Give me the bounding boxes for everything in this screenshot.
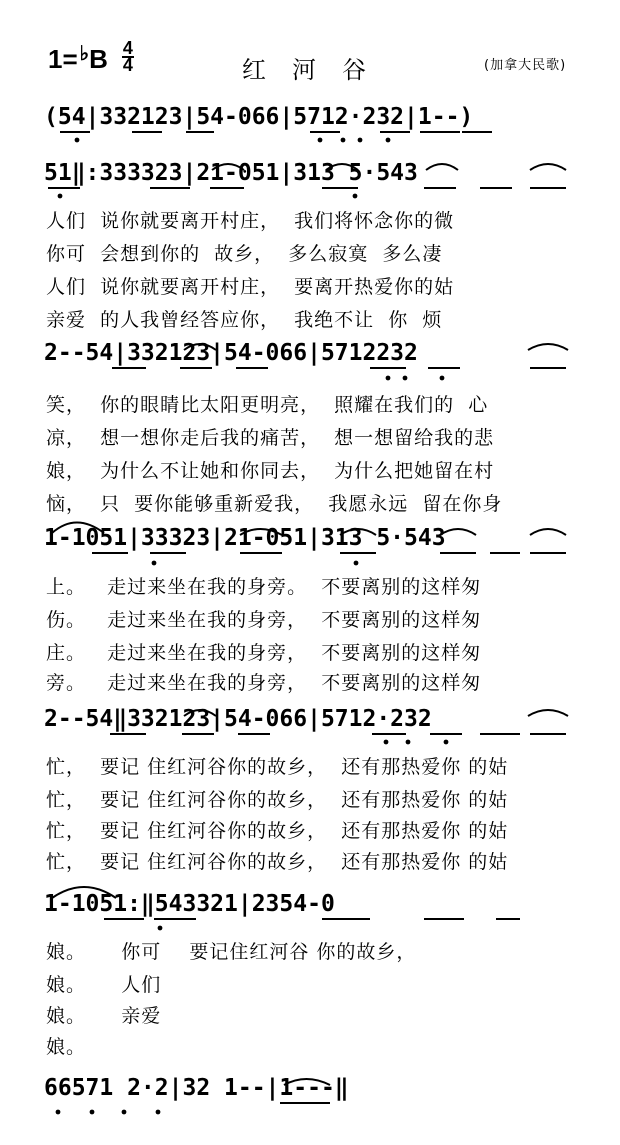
lyric-line: 旁。 走过来坐在我的身旁， 不要离别的这样匆 xyxy=(46,672,482,694)
staff-notes: 2--54‖332123|54-066|5712·232 xyxy=(44,706,432,732)
lyric-line: 忙， 要记 住红河谷你的故乡， 还有那热爱你 的姑 xyxy=(46,756,509,778)
staff-notes: 51‖:333323|21-051|313 5·543 xyxy=(44,160,418,186)
staff-row-4 xyxy=(44,525,576,563)
lyric-line: 忙， 要记 住红河谷你的故乡， 还有那热爱你 的姑 xyxy=(46,789,509,811)
lyric-line: 人们 说你就要离开村庄， 要离开热爱你的姑 xyxy=(46,276,455,298)
staff-row-1 xyxy=(44,104,576,142)
lyric-line: 凉， 想一想你走后我的痛苦， 想一想留给我的悲 xyxy=(46,427,495,449)
staff-notes: 1-1051|33323|21-051|313 5·543 xyxy=(44,525,446,551)
staff-notes: (54|332123|54-066|5712·232|1--) xyxy=(44,104,474,130)
staff-row-7 xyxy=(44,1075,576,1113)
lyric-line: 庄。 走过来坐在我的身旁， 不要离别的这样匆 xyxy=(46,642,482,664)
lyric-line: 人们 说你就要离开村庄， 我们将怀念你的微 xyxy=(46,210,455,232)
lyric-line: 笑， 你的眼睛比太阳更明亮， 照耀在我们的 心 xyxy=(46,394,489,416)
lyric-line: 娘， 为什么不让她和你同去， 为什么把她留在村 xyxy=(46,460,495,482)
staff-row-3 xyxy=(44,340,576,378)
key-label: 1= xyxy=(48,44,78,74)
time-top: 4 xyxy=(122,38,133,59)
staff-notes: 66571 2·2|32 1--|1---‖ xyxy=(44,1075,349,1101)
song-title: 红河谷 xyxy=(242,56,392,84)
lyric-line: 忙， 要记 住红河谷你的故乡， 还有那热爱你 的姑 xyxy=(46,820,509,842)
staff-row-2 xyxy=(44,160,576,198)
lyric-line: 娘。 亲爱 xyxy=(46,1005,162,1027)
key-signature xyxy=(48,38,134,77)
lyric-line: 娘。 xyxy=(46,1036,87,1058)
key-note: B xyxy=(89,44,108,74)
time-bottom: 4 xyxy=(122,55,133,76)
lyric-line: 恼， 只 要你能够重新爱我， 我愿永远 留在你身 xyxy=(46,493,503,515)
song-origin: (加拿大民歌) xyxy=(484,58,567,73)
staff-row-5 xyxy=(44,706,576,744)
lyric-line: 上。 走过来坐在我的身旁。 不要离别的这样匆 xyxy=(46,576,482,598)
flat-symbol: ♭ xyxy=(79,43,90,65)
lyric-line: 亲爱 的人我曾经答应你， 我绝不让 你 烦 xyxy=(46,309,443,331)
staff-notes: 1-1051:‖543321|2354-0 xyxy=(44,891,335,917)
lyric-line: 你可 会想到你的 故乡， 多么寂寞 多么凄 xyxy=(46,243,443,265)
lyric-line: 娘。 人们 xyxy=(46,974,162,996)
lyric-line: 忙， 要记 住红河谷你的故乡， 还有那热爱你 的姑 xyxy=(46,851,509,873)
lyric-line: 娘。 你可 要记住红河谷 你的故乡， xyxy=(46,941,417,963)
staff-notes: 2--54|332123|54-066|5712232 xyxy=(44,340,418,366)
lyric-line: 伤。 走过来坐在我的身旁， 不要离别的这样匆 xyxy=(46,609,482,631)
time-signature xyxy=(122,38,134,76)
staff-row-6 xyxy=(44,891,576,929)
